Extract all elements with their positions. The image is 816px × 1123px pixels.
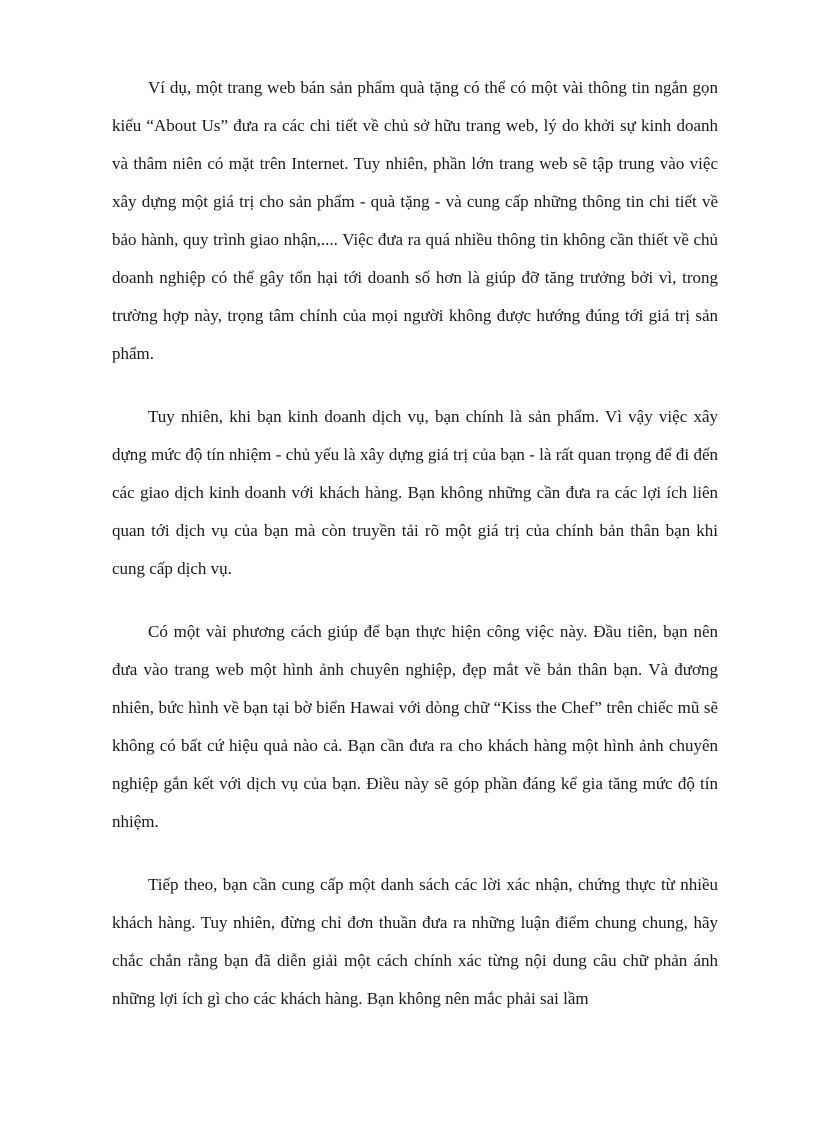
paragraph-service-credibility: Tuy nhiên, khi bạn kinh doanh dịch vụ, bạn chính là sản phẩm. Vì vậy việc xây dựng mức độ tín nhiệm - chủ yếu là xây dựng giá trị của bạn - là rất quan trọng để đi đến các giao dịch kinh doanh với khách hàng. Bạn không những cần đưa ra các lợi ích liên quan tới dịch vụ của bạn mà còn truyền tải rõ một giá trị của chính bản thân bạn khi cung cấp dịch vụ. [112, 407, 718, 578]
paragraph-testimonials: Tiếp theo, bạn cần cung cấp một danh sách các lời xác nhận, chứng thực từ nhiều khách hàng. Tuy nhiên, đừng chỉ đơn thuần đưa ra những luận điểm chung chung, hãy chắc chắn rằng bạn đã diễn giải một cách chính xác từng nội dung câu chữ phản ánh những lợi ích gì cho các khách hàng. Bạn không nên mắc phải sai lầm [112, 875, 718, 1008]
document-body [112, 69, 718, 1043]
paragraph-professional-image: Có một vài phương cách giúp để bạn thực hiện công việc này. Đầu tiên, bạn nên đưa vào trang web một hình ảnh chuyên nghiệp, đẹp mắt về bản thân bạn. Và đương nhiên, bức hình về bạn tại bờ biển Hawai với dòng chữ “Kiss the Chef” trên chiếc mũ sẽ không có bất cứ hiệu quả nào cả. Bạn cần đưa ra cho khách hàng một hình ảnh chuyên nghiệp gắn kết với dịch vụ của bạn. Điều này sẽ góp phần đáng kể gia tăng mức độ tín nhiệm. [112, 622, 718, 831]
paragraph-about-us-example: Ví dụ, một trang web bán sản phẩm quà tặng có thể có một vài thông tin ngắn gọn kiểu “About Us” đưa ra các chi tiết về chủ sở hữu trang web, lý do khởi sự kinh doanh và thâm niên có mặt trên Internet. Tuy nhiên, phần lớn trang web sẽ tập trung vào việc xây dựng một giá trị cho sản phẩm - quà tặng - và cung cấp những thông tin chi tiết về bảo hành, quy trình giao nhận,.... Việc đưa ra quá nhiều thông tin không cần thiết về chủ doanh nghiệp có thể gây tổn hại tới doanh số hơn là giúp đỡ tăng trưởng bởi vì, trong trường hợp này, trọng tâm chính của mọi người không được hướng đúng tới giá trị sản phẩm. [112, 78, 718, 363]
